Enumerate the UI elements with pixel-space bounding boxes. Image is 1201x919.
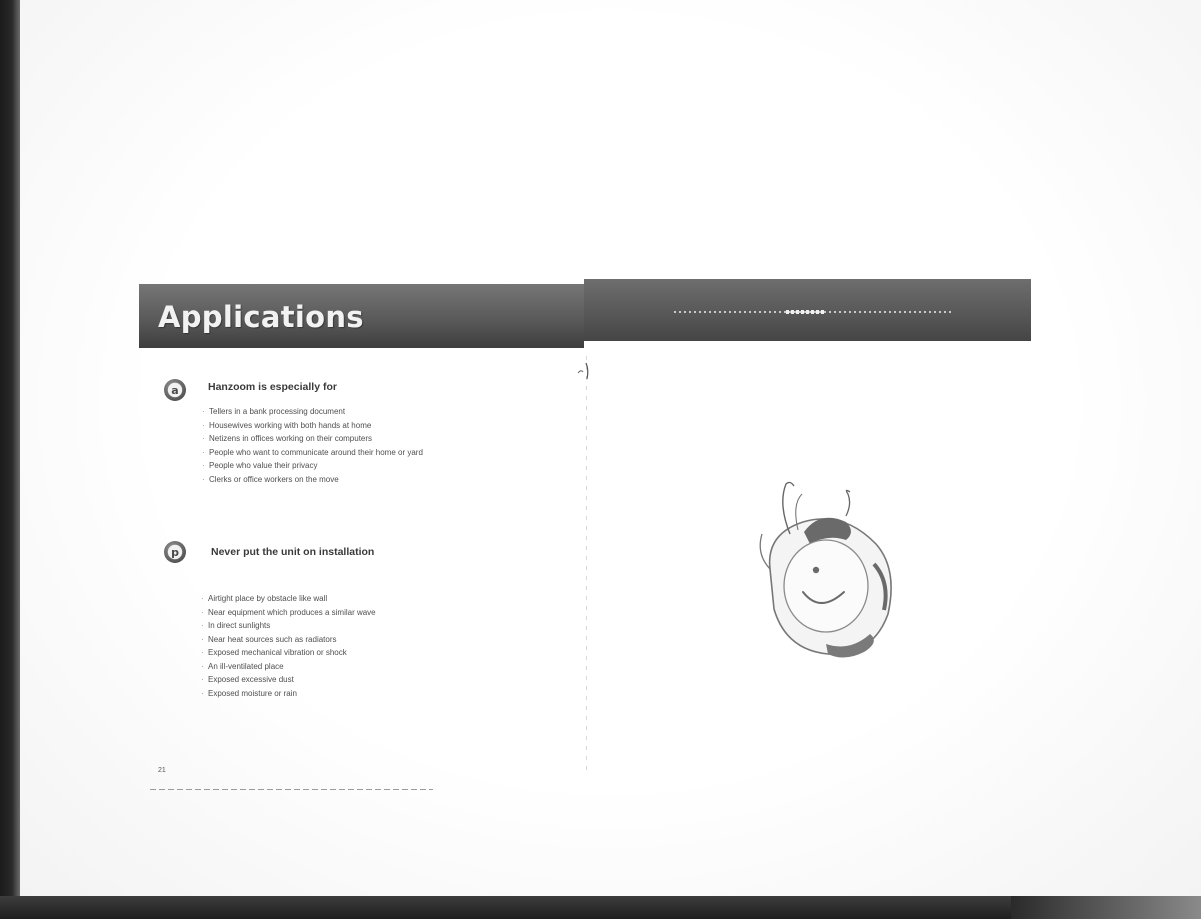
scan-bottom-edge — [0, 896, 1201, 919]
list-item: · Netizens in offices working on their computers — [202, 432, 423, 446]
page-fold-line — [586, 356, 587, 776]
list-item: · Exposed excessive dust — [201, 673, 376, 687]
list-item: · An ill-ventilated place — [201, 660, 376, 674]
letter-a-badge-icon — [164, 379, 186, 401]
section-title: Applications — [158, 300, 364, 334]
scan-left-edge — [0, 0, 20, 919]
list-item: · Airtight place by obstacle like wall — [201, 592, 376, 606]
smiley-device-mascot-icon — [748, 474, 908, 664]
section-header-band — [139, 284, 1031, 348]
list-item: · Housewives working with both hands at home — [202, 419, 423, 433]
list-item: · Clerks or office workers on the move — [202, 473, 423, 487]
list-item: · Exposed mechanical vibration or shock — [201, 646, 376, 660]
page-number: 21 — [158, 767, 166, 774]
list-item: · In direct sunlights — [201, 619, 376, 633]
list-item: · People who want to communicate around their home or yard — [202, 446, 423, 460]
svg-text:a: a — [171, 384, 179, 397]
page-background — [20, 0, 1201, 896]
installation-heading: Never put the unit on installation — [211, 546, 375, 558]
audience-heading: Hanzoom is especially for — [208, 381, 337, 393]
letter-p-badge-icon — [164, 541, 186, 563]
installation-list — [201, 592, 376, 700]
audience-list — [202, 405, 423, 486]
svg-text:p: p — [171, 546, 179, 559]
list-item: · Near equipment which produces a similar wave — [201, 606, 376, 620]
stray-pen-mark — [576, 361, 590, 381]
footer-rule — [150, 789, 433, 790]
list-item: · Tellers in a bank processing document — [202, 405, 423, 419]
list-item: · Exposed moisture or rain — [201, 687, 376, 701]
list-item: · People who value their privacy — [202, 459, 423, 473]
list-item: · Near heat sources such as radiators — [201, 633, 376, 647]
header-dotted-rule — [674, 311, 954, 313]
